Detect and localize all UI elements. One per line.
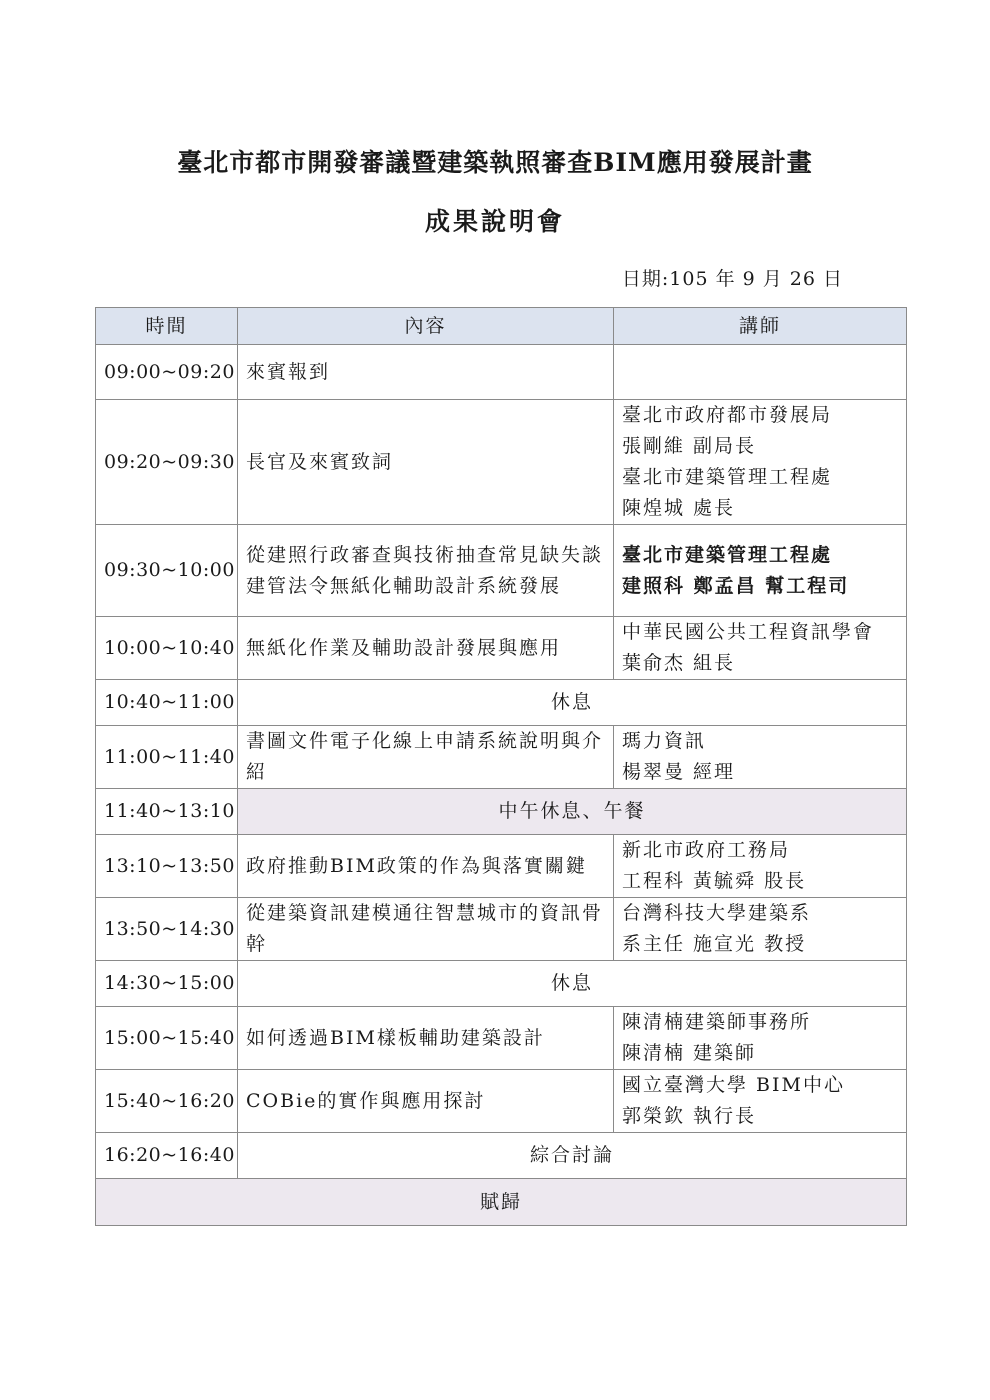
speaker-line: 臺北市建築管理工程處 bbox=[622, 466, 833, 488]
row-time: 14:30~15:00 bbox=[96, 961, 238, 1007]
table-row bbox=[96, 726, 907, 789]
row-time: 13:10~13:50 bbox=[96, 835, 238, 898]
table-row bbox=[96, 1070, 907, 1133]
speaker-line: 系主任 施宣光 教授 bbox=[622, 933, 807, 955]
speaker-line: 葉俞杰 組長 bbox=[622, 652, 736, 674]
speaker-line: 郭榮欽 執行長 bbox=[622, 1105, 757, 1127]
speaker-line: 新北市政府工務局 bbox=[622, 839, 791, 861]
table-header-row bbox=[96, 308, 907, 345]
speaker-line: 中華民國公共工程資訊學會 bbox=[622, 621, 875, 643]
table-row bbox=[96, 961, 907, 1007]
row-content: 從建照行政審查與技術抽查常見缺失談建管法令無紙化輔助設計系統發展 bbox=[238, 525, 614, 617]
speaker-line: 陳清楠建築師事務所 bbox=[622, 1011, 812, 1033]
table-row bbox=[96, 1179, 907, 1226]
row-time: 11:40~13:10 bbox=[96, 789, 238, 835]
table-row bbox=[96, 680, 907, 726]
row-break: 休息 bbox=[238, 961, 907, 1007]
table-row bbox=[96, 835, 907, 898]
speaker-line: 臺北市政府都市發展局 bbox=[622, 404, 833, 426]
table-row bbox=[96, 617, 907, 680]
table-row bbox=[96, 1007, 907, 1070]
row-content: 書圖文件電子化線上申請系統說明與介紹 bbox=[238, 726, 614, 789]
speaker-line: 瑪力資訊 bbox=[622, 730, 707, 752]
row-time: 10:40~11:00 bbox=[96, 680, 238, 726]
speaker-line: 楊翠曼 經理 bbox=[622, 761, 736, 783]
row-content: COBie的實作與應用探討 bbox=[238, 1070, 614, 1133]
row-time: 10:00~10:40 bbox=[96, 617, 238, 680]
table-row bbox=[96, 345, 907, 400]
row-speaker bbox=[614, 1007, 907, 1070]
row-time: 13:50~14:30 bbox=[96, 898, 238, 961]
row-speaker bbox=[614, 400, 907, 525]
speaker-line: 台灣科技大學建築系 bbox=[622, 902, 812, 924]
row-speaker bbox=[614, 726, 907, 789]
row-time: 09:00~09:20 bbox=[96, 345, 238, 400]
row-time: 16:20~16:40 bbox=[96, 1133, 238, 1179]
table-row bbox=[96, 400, 907, 525]
document-title: 臺北市都市開發審議暨建築執照審查BIM應用發展計畫 bbox=[177, 148, 813, 177]
document-subtitle: 成果說明會 bbox=[424, 207, 565, 236]
row-speaker bbox=[614, 1070, 907, 1133]
speaker-line: 張剛維 副局長 bbox=[622, 435, 757, 457]
speaker-line: 建照科 鄭孟昌 幫工程司 bbox=[622, 574, 850, 597]
table-row bbox=[96, 1133, 907, 1179]
header-time: 時間 bbox=[96, 308, 238, 345]
row-speaker bbox=[614, 617, 907, 680]
row-speaker bbox=[614, 345, 907, 400]
row-time: 09:30~10:00 bbox=[96, 525, 238, 617]
row-speaker bbox=[614, 525, 907, 617]
row-time: 15:00~15:40 bbox=[96, 1007, 238, 1070]
speaker-line: 國立臺灣大學 BIM中心 bbox=[622, 1074, 845, 1096]
row-content: 政府推動BIM政策的作為與落實關鍵 bbox=[238, 835, 614, 898]
row-time: 11:00~11:40 bbox=[96, 726, 238, 789]
event-date: 日期:105 年 9 月 26 日 bbox=[621, 268, 843, 290]
table-row bbox=[96, 789, 907, 835]
row-time: 09:20~09:30 bbox=[96, 400, 238, 525]
row-speaker bbox=[614, 835, 907, 898]
row-content: 無紙化作業及輔助設計發展與應用 bbox=[238, 617, 614, 680]
row-content: 長官及來賓致詞 bbox=[238, 400, 614, 525]
row-break: 綜合討論 bbox=[238, 1133, 907, 1179]
row-content: 來賓報到 bbox=[238, 345, 614, 400]
speaker-line: 臺北市建築管理工程處 bbox=[622, 543, 833, 566]
row-speaker bbox=[614, 898, 907, 961]
header-speaker: 講師 bbox=[614, 308, 907, 345]
row-content: 如何透過BIM樣板輔助建築設計 bbox=[238, 1007, 614, 1070]
header-content: 內容 bbox=[238, 308, 614, 345]
row-content: 從建築資訊建模通往智慧城市的資訊骨幹 bbox=[238, 898, 614, 961]
table-row bbox=[96, 898, 907, 961]
closing-cell: 賦歸 bbox=[96, 1179, 907, 1226]
speaker-line: 工程科 黃毓舜 股長 bbox=[622, 870, 807, 892]
speaker-line: 陳清楠 建築師 bbox=[622, 1042, 757, 1064]
row-time: 15:40~16:20 bbox=[96, 1070, 238, 1133]
speaker-line: 陳煌城 處長 bbox=[622, 497, 736, 519]
table-row bbox=[96, 525, 907, 617]
row-break: 中午休息、午餐 bbox=[238, 789, 907, 835]
schedule-table bbox=[95, 307, 907, 1226]
row-break: 休息 bbox=[238, 680, 907, 726]
